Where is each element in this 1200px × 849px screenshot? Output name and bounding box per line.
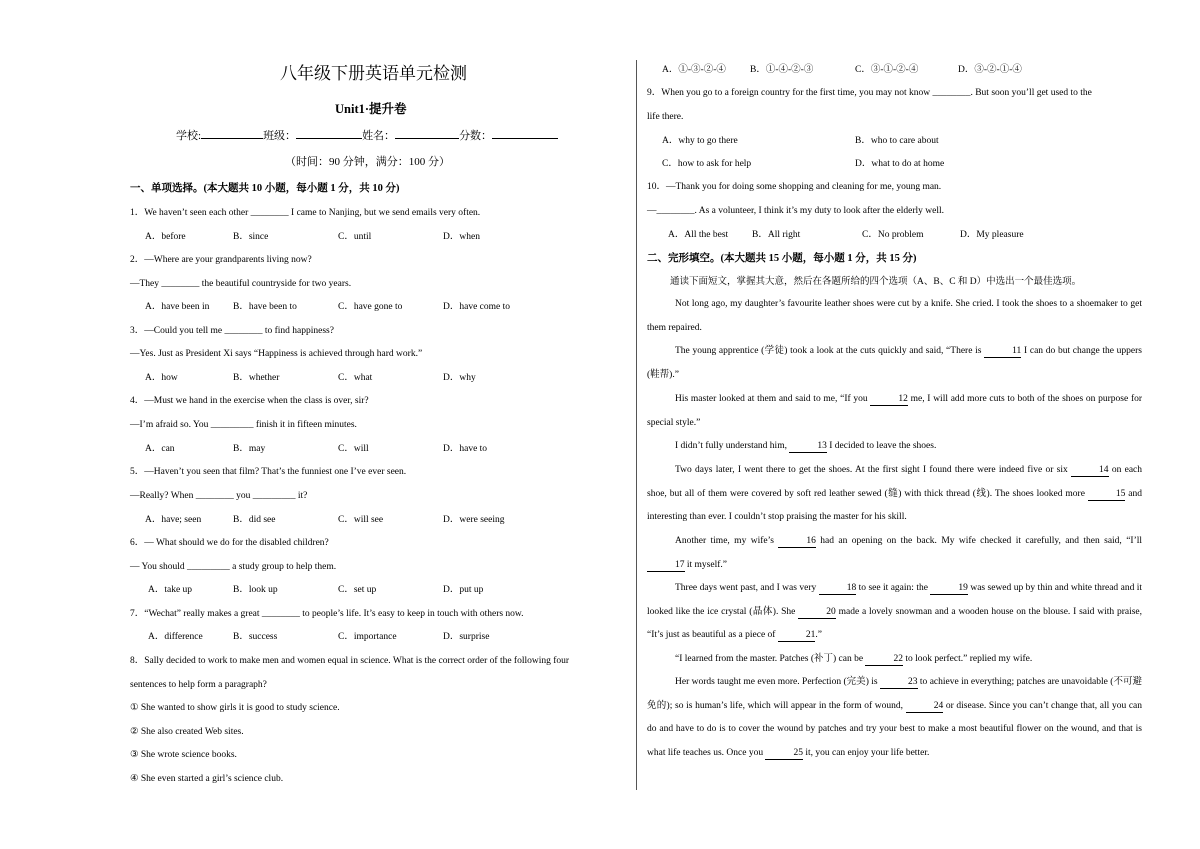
q1-option-d[interactable]: D．when <box>443 232 480 242</box>
blank-20[interactable]: 20 <box>798 607 836 619</box>
cloze-paragraph-1: Not long ago, my daughter’s favourite leather shoes were cut by a knife. She cried. I took the shoes to a shoemaker to get them repaired. <box>647 299 1142 333</box>
q6-option-d[interactable]: D．put up <box>443 585 484 595</box>
cloze-paragraph-3 <box>647 388 1142 435</box>
q3-line2: —Yes. Just as President Xi says “Happiness is achieved through hard work.” <box>130 349 423 359</box>
q9-option-b[interactable]: B．who to care about <box>855 136 939 146</box>
cloze-paragraph-6 <box>647 530 1142 577</box>
q6-option-a[interactable]: A．take up <box>148 585 193 595</box>
q2-line2: —They ________ the beautiful countryside for two years. <box>130 279 352 289</box>
q3-line1: 3．—Could you tell me ________ to find happiness? <box>130 326 334 336</box>
blank-21[interactable]: 21 <box>778 630 816 642</box>
q3-option-d[interactable]: D．why <box>443 373 476 383</box>
q5-option-c[interactable]: C．will see <box>338 515 384 525</box>
q4-option-c[interactable]: C．will <box>338 444 369 454</box>
cloze-paragraph-8 <box>647 648 1142 672</box>
p7-text-e: .” <box>815 630 822 641</box>
cloze-paragraph-5 <box>647 459 1142 530</box>
cloze-paragraph-7 <box>647 577 1142 648</box>
p2-text-a: The young apprentice (学徒) took a look at the cuts quickly and said, “There is <box>675 346 982 356</box>
blank-24[interactable]: 24 <box>906 701 944 713</box>
p9-text-b: to achieve in everything; patches are unavoidable (不可避免的); so is human’s life, which will appear in the form of wound, <box>647 677 1143 711</box>
school-label: 学校: <box>176 130 202 142</box>
section1-heading: 一、单项选择。(本大题共 10 小题，每小题 1 分，共 10 分) <box>130 183 400 194</box>
q5-option-d[interactable]: D．were seeing <box>443 515 505 525</box>
q8-item-1: ① She wanted to show girls it is good to study science. <box>130 703 340 713</box>
p5-text-a: Two days later, I went there to get the shoes. At the first sight I found there were indeed five or six <box>675 465 1068 475</box>
q8-line2: sentences to help form a paragraph? <box>130 680 267 690</box>
p3-text-a: His master looked at them and said to me, “If you <box>675 394 868 404</box>
time-info: （时间：90 分钟，满分：100 分） <box>285 156 450 168</box>
p4-text-b: I decided to leave the shoes. <box>829 441 937 451</box>
column-divider <box>636 60 637 790</box>
q1-stem: 1．We haven’t seen each other ________ I came to Nanjing, but we send emails very often. <box>130 208 481 218</box>
q6-line1: 6．— What should we do for the disabled children? <box>130 538 329 548</box>
p7-text-b: to see it again: the <box>858 583 928 593</box>
cloze-paragraph-2 <box>647 340 1142 387</box>
q7-stem: 7．“Wechat” really makes a great ________ to people’s life. It’s easy to keep in touch with others now. <box>130 609 524 619</box>
q8-option-c[interactable]: C．③-①-②-④ <box>855 65 919 75</box>
blank-13[interactable]: 13 <box>789 441 827 453</box>
q8-option-d[interactable]: D．③-②-①-④ <box>958 65 1022 75</box>
blank-14[interactable]: 14 <box>1071 465 1109 477</box>
q8-line1: 8．Sally decided to work to make men and women equal in science. What is the correct order of the following four <box>130 656 570 666</box>
cloze-paragraph-4 <box>647 435 1142 459</box>
p6-text-b: had an opening on the back. My wife checked it carefully, and then said, “I’ll <box>820 536 1143 546</box>
page-title: 八年级下册英语单元检测 <box>280 64 467 83</box>
blank-22[interactable]: 22 <box>865 654 903 666</box>
q8-item-2: ② She also created Web sites. <box>130 727 244 737</box>
q6-option-b[interactable]: B．look up <box>233 585 278 595</box>
q1-option-c[interactable]: C．until <box>338 232 372 242</box>
name-label: 姓名： <box>362 130 396 142</box>
class-label: 班级： <box>263 130 297 142</box>
p2-text-b: I can do but change the uppers (鞋帮).” <box>647 346 1143 380</box>
q9-option-c[interactable]: C．how to ask for help <box>662 159 752 169</box>
p7-text-c: was sewed up by thin and white thread and it looked like the ice crystal (晶体). She <box>647 583 1143 617</box>
section2-heading: 二、完形填空。(本大题共 15 小题，每小题 1 分，共 15 分) <box>647 253 917 264</box>
q2-option-d[interactable]: D．have come to <box>443 302 511 312</box>
p6-text-c: it myself.” <box>686 559 727 570</box>
q7-option-a[interactable]: A．difference <box>148 632 203 642</box>
q1-option-a[interactable]: A．before <box>145 232 186 242</box>
q4-line2: —I’m afraid so. You _________ finish it in fifteen minutes. <box>130 420 357 430</box>
p9-text-c: or disease. Since you can’t change that, all you can do and have to do is to cover the wound by patches and try your best to make a most beautiful flower on the wound, and that is what life teaches us. Once you <box>647 700 1143 759</box>
p8-text-b: to look perfect.” replied my wife. <box>905 654 1033 664</box>
q8-option-a[interactable]: A．①-③-②-④ <box>662 65 726 75</box>
q4-option-a[interactable]: A．can <box>145 444 175 454</box>
blank-11[interactable]: 11 <box>984 346 1021 358</box>
blank-17[interactable]: 17 <box>647 560 685 572</box>
q4-option-d[interactable]: D．have to <box>443 444 488 454</box>
blank-16[interactable]: 16 <box>778 536 816 548</box>
q4-line1: 4．—Must we hand in the exercise when the class is over, sir? <box>130 396 369 406</box>
p7-text-d: made a lovely snowman and a wooden house on the blouse. I said with praise, “It’s just as beautiful as a piece of <box>647 606 1143 641</box>
p5-text-c: and interesting than ever. I couldn’t stop praising the master for his skill. <box>647 488 1142 523</box>
q2-option-a[interactable]: A．have been in <box>145 302 210 312</box>
score-label: 分数： <box>459 130 493 142</box>
q10-line1: 10．—Thank you for doing some shopping and cleaning for me, young man. <box>647 182 942 192</box>
class-blank[interactable] <box>296 128 362 139</box>
blank-23[interactable]: 23 <box>880 677 918 689</box>
q2-option-c[interactable]: C．have gone to <box>338 302 403 312</box>
q3-option-c[interactable]: C．what <box>338 373 373 383</box>
p3-text-b: me, I will add more cuts to both of the shoes on purpose for special style.” <box>647 394 1143 428</box>
p5-text-b: on each shoe, but all of them were covered by soft red leather sewed (缝) with thick thread (线). The shoes looked more <box>647 465 1143 499</box>
q8-item-4: ④ She even started a girl’s science club. <box>130 774 284 784</box>
p4-text-a: I didn’t fully understand him, <box>675 441 787 451</box>
q10-option-a[interactable]: A．All the best <box>668 230 729 240</box>
q9-option-d[interactable]: D．what to do at home <box>855 159 945 169</box>
q10-option-c[interactable]: C．No problem <box>862 230 924 240</box>
blank-19[interactable]: 19 <box>930 583 968 595</box>
blank-15[interactable]: 15 <box>1088 489 1126 501</box>
q9-line1: 9．When you go to a foreign country for the first time, you may not know ________. But soon you’ll get used to the <box>647 88 1092 98</box>
page-subtitle: Unit1·提升卷 <box>335 102 407 116</box>
school-blank[interactable] <box>201 128 263 139</box>
q7-option-c[interactable]: C．importance <box>338 632 397 642</box>
q8-option-b[interactable]: B．①-④-②-③ <box>750 65 814 75</box>
q9-line2: life there. <box>647 112 684 122</box>
q3-option-a[interactable]: A．how <box>145 373 178 383</box>
blank-12[interactable]: 12 <box>870 394 908 406</box>
q10-line2: —________. As a volunteer, I think it’s my duty to look after the elderly well. <box>647 206 944 216</box>
blank-18[interactable]: 18 <box>819 583 857 595</box>
q6-line2: — You should _________ a study group to help them. <box>130 562 337 572</box>
p6-text-a: Another time, my wife’s <box>675 536 774 546</box>
score-blank[interactable] <box>492 128 558 139</box>
q7-option-d[interactable]: D．surprise <box>443 632 490 642</box>
q6-option-c[interactable]: C．set up <box>338 585 377 595</box>
blank-25[interactable]: 25 <box>765 748 803 760</box>
q1-option-b[interactable]: B．since <box>233 232 269 242</box>
q9-option-a[interactable]: A．why to go there <box>662 136 738 146</box>
p8-text-a: “I learned from the master. Patches (补丁) can be <box>675 654 864 664</box>
q5-line2: —Really? When ________ you _________ it? <box>130 491 308 501</box>
q2-option-b[interactable]: B．have been to <box>233 302 297 312</box>
q8-item-3: ③ She wrote science books. <box>130 750 237 760</box>
cloze-instruction: 通读下面短文，掌握其大意，然后在各题所给的四个选项（A、B、C 和 D）中选出一个最佳选项。 <box>670 277 1082 287</box>
p9-text-a: Her words taught me even more. Perfection (完美) is <box>675 677 878 687</box>
q5-option-b[interactable]: B．did see <box>233 515 276 525</box>
student-info-row <box>176 128 558 143</box>
q10-option-d[interactable]: D．My pleasure <box>960 230 1024 240</box>
p9-text-d: it, you can enjoy your life better. <box>805 748 930 759</box>
q4-option-b[interactable]: B．may <box>233 444 266 454</box>
cloze-paragraph-9 <box>647 671 1142 766</box>
p7-text-a: Three days went past, and I was very <box>675 583 817 593</box>
q2-line1: 2．—Where are your grandparents living now? <box>130 255 312 265</box>
name-blank[interactable] <box>395 128 459 139</box>
q10-option-b[interactable]: B．All right <box>752 230 801 240</box>
q3-option-b[interactable]: B．whether <box>233 373 280 383</box>
q7-option-b[interactable]: B．success <box>233 632 278 642</box>
q5-option-a[interactable]: A．have; seen <box>145 515 202 525</box>
q5-line1: 5．—Haven’t you seen that film? That’s the funniest one I’ve ever seen. <box>130 467 407 477</box>
